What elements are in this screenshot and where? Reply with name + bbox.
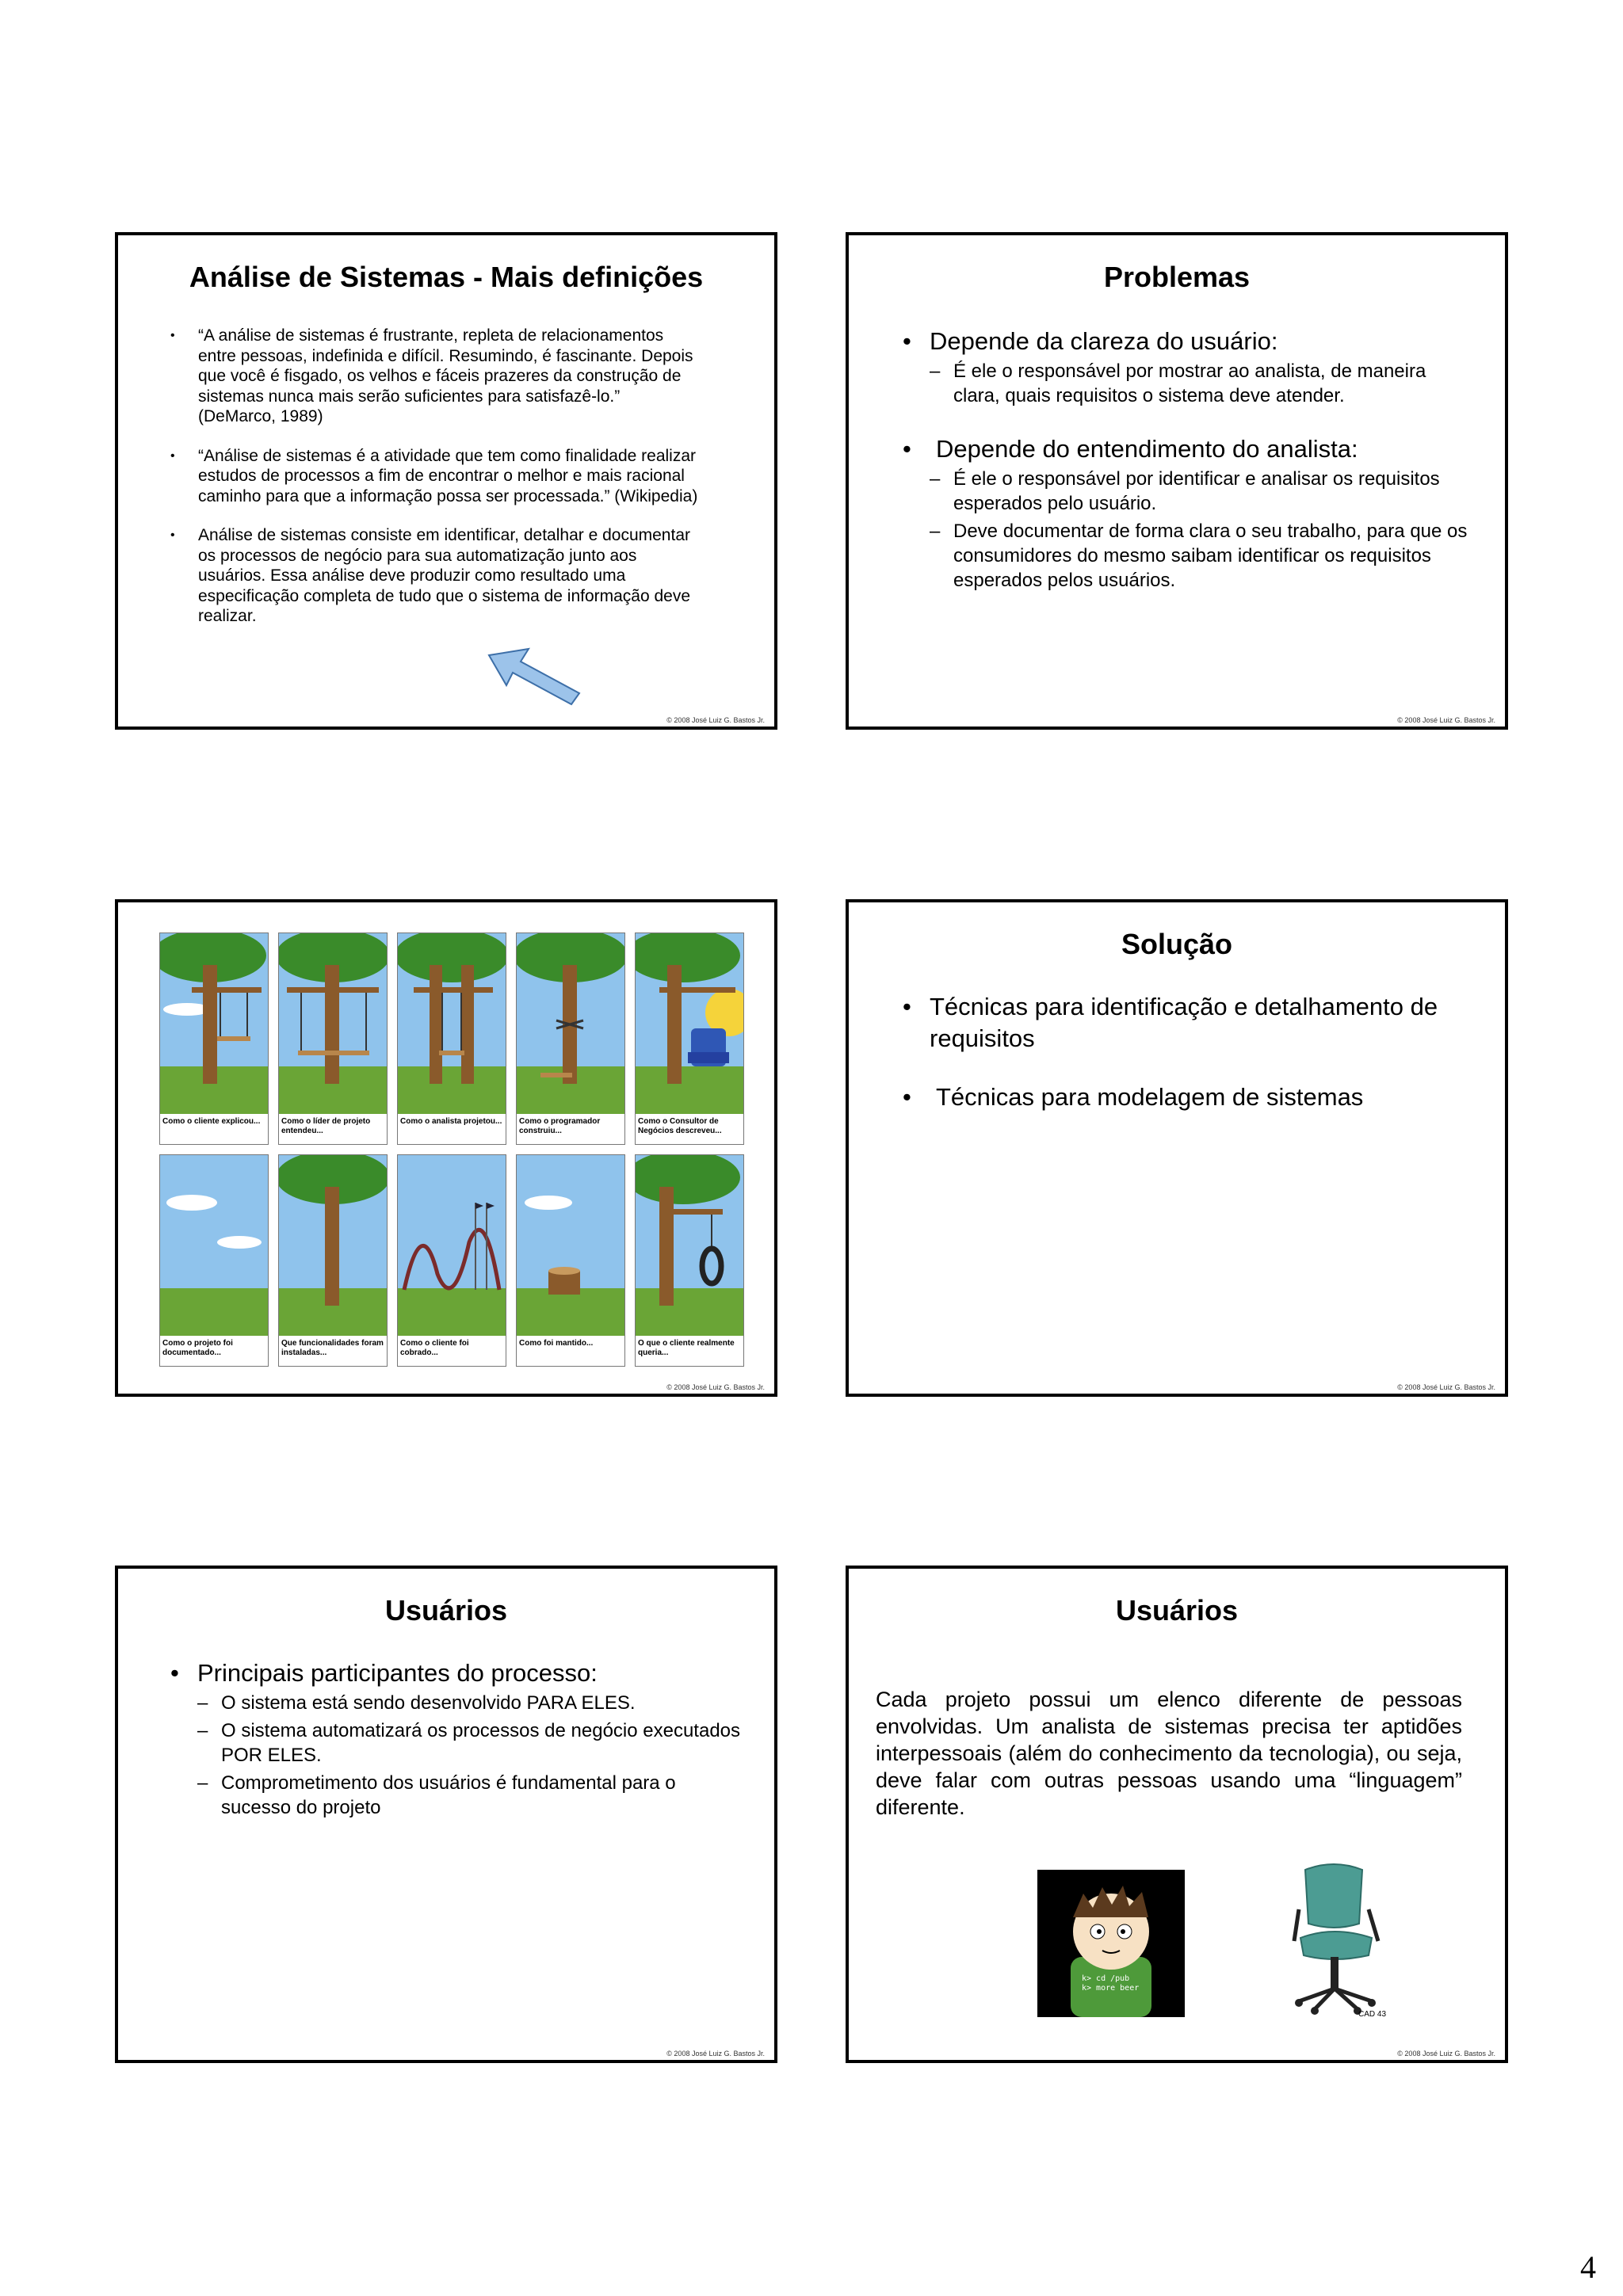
comic-panel	[397, 933, 506, 1145]
slide-title: Análise de Sistemas - Mais definições	[189, 261, 704, 293]
tree-swing-image	[517, 1155, 624, 1336]
arrow-icon	[483, 646, 586, 709]
comic-panel	[635, 1154, 744, 1367]
comic-caption: Como o Consultor de Negócios descreveu...	[638, 1117, 722, 1135]
bullet-item	[903, 433, 1473, 593]
tree-swing-image	[398, 933, 506, 1114]
comic-caption: Como o líder de projeto entendeu...	[281, 1117, 371, 1135]
sub-bullet-item: – O sistema está sendo desenvolvido PARA ELES.	[197, 1691, 741, 1715]
comic-caption: Como foi mantido...	[519, 1339, 594, 1348]
comic-panel	[278, 933, 388, 1145]
comic-panel	[635, 933, 744, 1145]
bullet-text: Depende da clareza do usuário:	[930, 327, 1278, 355]
copyright: © 2008 José Luiz G. Bastos Jr.	[666, 716, 765, 724]
slide-body	[170, 1657, 741, 1823]
comic-panel	[516, 933, 625, 1145]
bullet-list	[170, 1657, 741, 1820]
tree-swing-image	[279, 1155, 387, 1336]
slide-body	[903, 326, 1473, 596]
comic-caption: Como o programador construiu...	[519, 1117, 601, 1135]
sub-bullet-item: – É ele o responsável por identificar e analisar os requisitos esperados pelo usuário.	[930, 467, 1473, 516]
bullet-item: • Técnicas para identificação e detalhamento de requisitos	[903, 991, 1473, 1055]
bullet-text: Depende do entendimento do analista:	[936, 435, 1358, 463]
comic-panel	[159, 933, 269, 1145]
comic-caption: O que o cliente realmente queria...	[638, 1339, 735, 1357]
comic-caption: Como o cliente explicou...	[162, 1117, 261, 1126]
slide-title: Usuários	[1115, 1594, 1239, 1627]
slide-usuarios-linguagem	[846, 1566, 1508, 2063]
bullet-item: • “A análise de sistemas é frustrante, repleta de relacionamentos entre pessoas, indefinida e difícil. Resumindo, é fascinante. Depois que você é fisgado, os velhos e fáceis prazeres da construção de sistemas nunca mais serão suficientes para satisfazê-lo.” (DeMarco, 1989)	[170, 326, 701, 427]
chair-label: CAD 43	[1358, 2010, 1386, 2019]
tree-swing-image	[160, 933, 268, 1114]
tree-swing-image	[636, 1155, 743, 1336]
bullet-list	[903, 326, 1473, 593]
shirt-line: k> cd /pub	[1082, 1974, 1130, 1983]
tree-swing-image	[398, 1155, 506, 1336]
character-shirt-text	[1082, 1974, 1139, 1993]
slide-body	[903, 991, 1473, 1113]
comic-panel	[397, 1154, 506, 1367]
bullet-item	[170, 1657, 741, 1820]
tree-swing-image	[160, 1155, 268, 1336]
comic-panel	[159, 1154, 269, 1367]
sub-bullet-item: – Deve documentar de forma clara o seu trabalho, para que os consumidores do mesmo saibam identificar os requisitos esperados pelos usuários.	[930, 519, 1473, 593]
slide-body	[170, 326, 701, 646]
copyright: © 2008 José Luiz G. Bastos Jr.	[1397, 716, 1495, 724]
chair-icon	[1283, 1862, 1394, 2020]
comic-panel	[278, 1154, 388, 1367]
bullet-list	[170, 326, 701, 627]
comic-panel	[516, 1154, 625, 1367]
comic-caption: Como o cliente foi cobrado...	[400, 1339, 469, 1357]
slide-comic-tree-swing	[115, 899, 777, 1397]
sub-bullet-list	[197, 1691, 741, 1820]
tree-swing-comic	[159, 933, 746, 1367]
comic-caption: Que funcionalidades foram instaladas...	[281, 1339, 384, 1357]
copyright: © 2008 José Luiz G. Bastos Jr.	[1397, 1383, 1495, 1391]
sub-bullet-item: – O sistema automatizará os processos de negócio executados POR ELES.	[197, 1718, 741, 1768]
slide-problemas	[846, 232, 1508, 730]
sub-bullet-item: – Comprometimento dos usuários é fundamental para o sucesso do projeto	[197, 1771, 741, 1820]
comic-caption: Como o analista projetou...	[400, 1117, 502, 1126]
bullet-item: • “Análise de sistemas é a atividade que tem como finalidade realizar estudos de processos a fim de encontrar o melhor e mais racional caminho para que a informação possa ser processada.” (Wikipedia)	[170, 446, 701, 507]
bullet-item: • Análise de sistemas consiste em identificar, detalhar e documentar os processos de negócio para sua automatização junto aos usuários. Essa análise deve produzir como resultado uma especificação completa de tudo que o sistema de informação deve realizar.	[170, 525, 701, 627]
slide-analise-definicoes	[115, 232, 777, 730]
bullet-list	[903, 991, 1473, 1113]
slide-title: Usuários	[384, 1594, 508, 1627]
comic-caption: Como o projeto foi documentado...	[162, 1339, 233, 1357]
slide-title: Solução	[1121, 928, 1233, 960]
copyright: © 2008 José Luiz G. Bastos Jr.	[1397, 2050, 1495, 2058]
bullet-text: Principais participantes do processo:	[197, 1659, 598, 1687]
page-number: 4	[1580, 2249, 1596, 2285]
shirt-line: k> more beer	[1082, 1984, 1140, 1993]
sub-bullet-item: – É ele o responsável por mostrar ao analista, de maneira clara, quais requisitos o sistema deve atender.	[930, 359, 1473, 408]
slide-usuarios-participantes	[115, 1566, 777, 2063]
slide-title: Problemas	[1103, 261, 1251, 293]
slide-solucao	[846, 899, 1508, 1397]
tree-swing-image	[517, 933, 624, 1114]
character-image	[1037, 1870, 1185, 2017]
office-chair-image	[1283, 1862, 1394, 2020]
bullet-item: • Técnicas para modelagem de sistemas	[903, 1081, 1473, 1113]
character-icon	[1037, 1870, 1185, 2017]
slide-paragraph: Cada projeto possui um elenco diferente de pessoas envolvidas. Um analista de sistemas precisa ter aptidões interpessoais (além do conhecimento da tecnologia), ou seja, deve falar com outras pessoas usando uma “linguagem” diferente.	[876, 1688, 1462, 1819]
copyright: © 2008 José Luiz G. Bastos Jr.	[666, 1383, 765, 1391]
sub-bullet-list	[930, 467, 1473, 593]
tree-swing-image	[636, 933, 743, 1114]
copyright: © 2008 José Luiz G. Bastos Jr.	[666, 2050, 765, 2058]
tree-swing-image	[279, 933, 387, 1114]
bullet-item	[903, 326, 1473, 408]
sub-bullet-list	[930, 359, 1473, 408]
